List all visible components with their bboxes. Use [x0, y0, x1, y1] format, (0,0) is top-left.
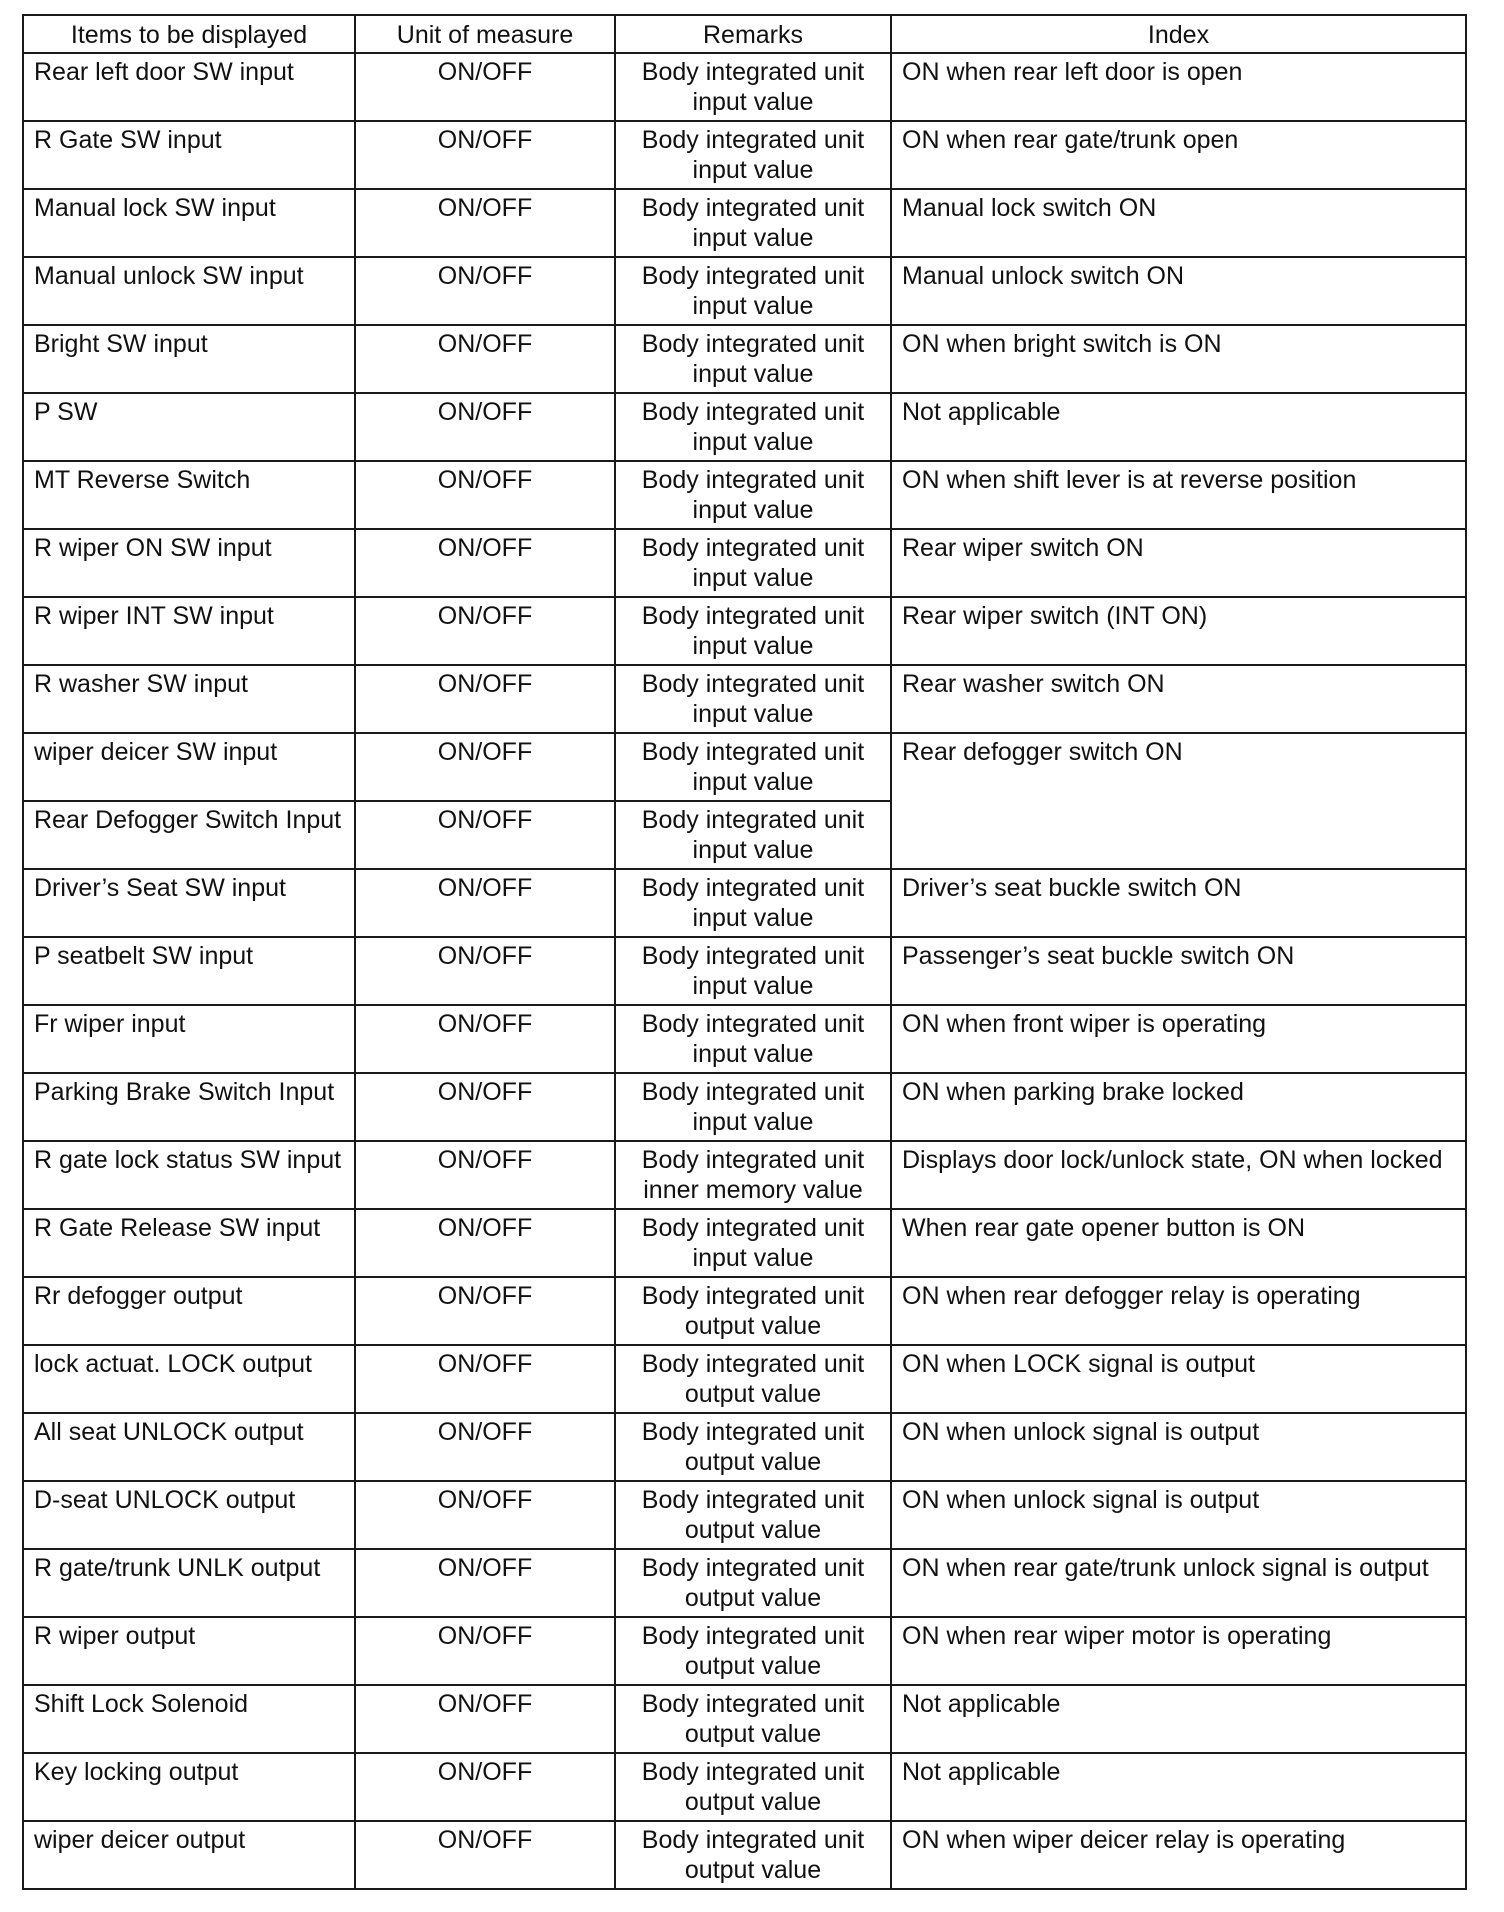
- table-row: [23, 733, 1466, 801]
- cell-remarks: [615, 461, 891, 529]
- table-row: [23, 1073, 1466, 1141]
- cell-remarks: [615, 1413, 891, 1481]
- remark-line: inner memory value: [643, 1176, 863, 1204]
- cell-item: R Gate Release SW input: [23, 1209, 355, 1277]
- cell-remarks: [615, 1685, 891, 1753]
- remark-line: Body integrated unit: [641, 1010, 865, 1038]
- cell-index: ON when front wiper is operating: [891, 1005, 1466, 1073]
- remark-line: output value: [684, 1720, 822, 1748]
- remark-line: input value: [692, 360, 814, 388]
- cell-unit: ON/OFF: [355, 937, 615, 1005]
- cell-index: ON when parking brake locked: [891, 1073, 1466, 1141]
- cell-unit: ON/OFF: [355, 461, 615, 529]
- header-row: [23, 15, 1466, 53]
- cell-item: Manual unlock SW input: [23, 257, 355, 325]
- cell-remarks: [615, 869, 891, 937]
- cell-remarks: [615, 665, 891, 733]
- cell-item: lock actuat. LOCK output: [23, 1345, 355, 1413]
- cell-unit: ON/OFF: [355, 1277, 615, 1345]
- remark-line: Body integrated unit: [641, 466, 865, 494]
- table-row: [23, 1549, 1466, 1617]
- cell-remarks: [615, 121, 891, 189]
- cell-remarks: [615, 1141, 891, 1209]
- cell-remarks: [615, 1345, 891, 1413]
- remark-line: Body integrated unit: [641, 126, 865, 154]
- cell-unit: ON/OFF: [355, 121, 615, 189]
- remark-line: input value: [692, 972, 814, 1000]
- cell-item: R gate lock status SW input: [23, 1141, 355, 1209]
- cell-index: Manual unlock switch ON: [891, 257, 1466, 325]
- remark-line: Body integrated unit: [641, 1418, 865, 1446]
- cell-item: R wiper INT SW input: [23, 597, 355, 665]
- remark-line: input value: [692, 1108, 814, 1136]
- remark-line: input value: [692, 496, 814, 524]
- remark-line: Body integrated unit: [641, 1146, 865, 1174]
- table-row: [23, 393, 1466, 461]
- cell-item: Shift Lock Solenoid: [23, 1685, 355, 1753]
- table-row: [23, 1481, 1466, 1549]
- cell-index: Rear defogger switch ON: [891, 733, 1466, 869]
- cell-item: Rear left door SW input: [23, 53, 355, 121]
- table-row: [23, 1413, 1466, 1481]
- remark-line: input value: [692, 836, 814, 864]
- table-row: [23, 325, 1466, 393]
- remark-line: input value: [692, 1244, 814, 1272]
- cell-remarks: [615, 189, 891, 257]
- table-row: [23, 1753, 1466, 1821]
- cell-remarks: [615, 257, 891, 325]
- cell-index: Not applicable: [891, 393, 1466, 461]
- remark-line: Body integrated unit: [641, 1078, 865, 1106]
- remark-line: input value: [692, 632, 814, 660]
- cell-unit: ON/OFF: [355, 53, 615, 121]
- table-row: [23, 257, 1466, 325]
- cell-unit: ON/OFF: [355, 1617, 615, 1685]
- cell-unit: ON/OFF: [355, 1821, 615, 1889]
- remark-line: output value: [684, 1652, 822, 1680]
- cell-index: ON when rear gate/trunk unlock signal is output: [891, 1549, 1466, 1617]
- cell-remarks: [615, 1821, 891, 1889]
- cell-index: Displays door lock/unlock state, ON when locked: [891, 1141, 1466, 1209]
- cell-index: Not applicable: [891, 1753, 1466, 1821]
- cell-index: ON when unlock signal is output: [891, 1481, 1466, 1549]
- table-row: [23, 1005, 1466, 1073]
- header-remarks: Remarks: [615, 15, 891, 53]
- table-row: [23, 665, 1466, 733]
- cell-unit: ON/OFF: [355, 529, 615, 597]
- cell-index: Rear wiper switch ON: [891, 529, 1466, 597]
- cell-index: Rear washer switch ON: [891, 665, 1466, 733]
- table-row: [23, 937, 1466, 1005]
- cell-remarks: [615, 1617, 891, 1685]
- cell-index: ON when bright switch is ON: [891, 325, 1466, 393]
- cell-unit: ON/OFF: [355, 1073, 615, 1141]
- cell-unit: ON/OFF: [355, 189, 615, 257]
- table-row: [23, 1277, 1466, 1345]
- cell-remarks: [615, 1753, 891, 1821]
- cell-unit: ON/OFF: [355, 1209, 615, 1277]
- cell-unit: ON/OFF: [355, 1141, 615, 1209]
- table-row: [23, 869, 1466, 937]
- cell-unit: ON/OFF: [355, 597, 615, 665]
- cell-index: ON when unlock signal is output: [891, 1413, 1466, 1481]
- table-row: [23, 53, 1466, 121]
- data-table: [22, 14, 1467, 1890]
- table-row: [23, 529, 1466, 597]
- remark-line: Body integrated unit: [641, 1554, 865, 1582]
- cell-unit: ON/OFF: [355, 801, 615, 869]
- remark-line: output value: [684, 1448, 822, 1476]
- remark-line: Body integrated unit: [641, 670, 865, 698]
- cell-unit: ON/OFF: [355, 1685, 615, 1753]
- cell-remarks: [615, 53, 891, 121]
- cell-remarks: [615, 1481, 891, 1549]
- cell-remarks: [615, 937, 891, 1005]
- table-row: [23, 461, 1466, 529]
- cell-unit: ON/OFF: [355, 1753, 615, 1821]
- remark-line: Body integrated unit: [641, 1826, 865, 1854]
- cell-index: Driver’s seat buckle switch ON: [891, 869, 1466, 937]
- remark-line: Body integrated unit: [641, 262, 865, 290]
- cell-item: Key locking output: [23, 1753, 355, 1821]
- cell-remarks: [615, 597, 891, 665]
- cell-index: Passenger’s seat buckle switch ON: [891, 937, 1466, 1005]
- remark-line: input value: [692, 904, 814, 932]
- cell-unit: ON/OFF: [355, 325, 615, 393]
- cell-index: ON when rear wiper motor is operating: [891, 1617, 1466, 1685]
- remark-line: Body integrated unit: [641, 1622, 865, 1650]
- table-row: [23, 597, 1466, 665]
- remark-line: input value: [692, 700, 814, 728]
- remark-line: output value: [684, 1584, 822, 1612]
- cell-remarks: [615, 1073, 891, 1141]
- header-unit: Unit of measure: [355, 15, 615, 53]
- cell-index: Not applicable: [891, 1685, 1466, 1753]
- cell-item: D-seat UNLOCK output: [23, 1481, 355, 1549]
- cell-item: wiper deicer output: [23, 1821, 355, 1889]
- cell-remarks: [615, 1277, 891, 1345]
- header-items: Items to be displayed: [23, 15, 355, 53]
- remark-line: Body integrated unit: [641, 1486, 865, 1514]
- table-row: [23, 1617, 1466, 1685]
- cell-item: R washer SW input: [23, 665, 355, 733]
- cell-item: P SW: [23, 393, 355, 461]
- cell-index: ON when shift lever is at reverse position: [891, 461, 1466, 529]
- cell-index: ON when rear gate/trunk open: [891, 121, 1466, 189]
- table-row: [23, 1141, 1466, 1209]
- remark-line: Body integrated unit: [641, 874, 865, 902]
- cell-remarks: [615, 1209, 891, 1277]
- remark-line: Body integrated unit: [641, 942, 865, 970]
- remark-line: Body integrated unit: [641, 194, 865, 222]
- cell-unit: ON/OFF: [355, 869, 615, 937]
- cell-item: Parking Brake Switch Input: [23, 1073, 355, 1141]
- cell-unit: ON/OFF: [355, 1345, 615, 1413]
- table-row: [23, 1821, 1466, 1889]
- remark-line: output value: [684, 1788, 822, 1816]
- remark-line: output value: [684, 1380, 822, 1408]
- cell-index: Manual lock switch ON: [891, 189, 1466, 257]
- remark-line: Body integrated unit: [641, 1758, 865, 1786]
- remark-line: input value: [692, 564, 814, 592]
- table-row: [23, 1209, 1466, 1277]
- remark-line: Body integrated unit: [641, 534, 865, 562]
- cell-remarks: [615, 529, 891, 597]
- cell-item: MT Reverse Switch: [23, 461, 355, 529]
- table-row: [23, 189, 1466, 257]
- remark-line: Body integrated unit: [641, 1282, 865, 1310]
- cell-item: Driver’s Seat SW input: [23, 869, 355, 937]
- remark-line: Body integrated unit: [641, 1690, 865, 1718]
- remark-line: input value: [692, 292, 814, 320]
- remark-line: input value: [692, 1040, 814, 1068]
- table-row: [23, 121, 1466, 189]
- cell-item: R gate/trunk UNLK output: [23, 1549, 355, 1617]
- cell-item: P seatbelt SW input: [23, 937, 355, 1005]
- cell-item: Rr defogger output: [23, 1277, 355, 1345]
- cell-index: ON when rear left door is open: [891, 53, 1466, 121]
- cell-item: All seat UNLOCK output: [23, 1413, 355, 1481]
- cell-remarks: [615, 733, 891, 801]
- cell-item: Manual lock SW input: [23, 189, 355, 257]
- remark-line: output value: [684, 1312, 822, 1340]
- cell-unit: ON/OFF: [355, 257, 615, 325]
- remark-line: input value: [692, 156, 814, 184]
- cell-unit: ON/OFF: [355, 1005, 615, 1073]
- remark-line: input value: [692, 768, 814, 796]
- cell-remarks: [615, 393, 891, 461]
- remark-line: Body integrated unit: [641, 738, 865, 766]
- remark-line: input value: [692, 224, 814, 252]
- cell-item: R Gate SW input: [23, 121, 355, 189]
- remark-line: output value: [684, 1516, 822, 1544]
- cell-item: Fr wiper input: [23, 1005, 355, 1073]
- cell-item: R wiper ON SW input: [23, 529, 355, 597]
- remark-line: Body integrated unit: [641, 1214, 865, 1242]
- remark-line: Body integrated unit: [641, 806, 865, 834]
- cell-remarks: [615, 801, 891, 869]
- cell-item: wiper deicer SW input: [23, 733, 355, 801]
- table-row: [23, 1345, 1466, 1413]
- cell-unit: ON/OFF: [355, 733, 615, 801]
- remark-line: input value: [692, 428, 814, 456]
- cell-unit: ON/OFF: [355, 1413, 615, 1481]
- cell-unit: ON/OFF: [355, 1549, 615, 1617]
- remark-line: Body integrated unit: [641, 58, 865, 86]
- cell-item: Rear Defogger Switch Input: [23, 801, 355, 869]
- cell-remarks: [615, 1549, 891, 1617]
- remark-line: Body integrated unit: [641, 602, 865, 630]
- cell-index: ON when rear defogger relay is operating: [891, 1277, 1466, 1345]
- cell-unit: ON/OFF: [355, 665, 615, 733]
- remark-line: Body integrated unit: [641, 330, 865, 358]
- cell-index: When rear gate opener button is ON: [891, 1209, 1466, 1277]
- remark-line: input value: [692, 88, 814, 116]
- cell-index: ON when LOCK signal is output: [891, 1345, 1466, 1413]
- cell-item: R wiper output: [23, 1617, 355, 1685]
- cell-unit: ON/OFF: [355, 393, 615, 461]
- cell-item: Bright SW input: [23, 325, 355, 393]
- remark-line: output value: [684, 1856, 822, 1884]
- cell-index: ON when wiper deicer relay is operating: [891, 1821, 1466, 1889]
- cell-unit: ON/OFF: [355, 1481, 615, 1549]
- table-body: [23, 53, 1466, 1889]
- header-index: Index: [891, 15, 1466, 53]
- cell-remarks: [615, 1005, 891, 1073]
- remark-line: Body integrated unit: [641, 1350, 865, 1378]
- cell-remarks: [615, 325, 891, 393]
- table-row: [23, 1685, 1466, 1753]
- remark-line: Body integrated unit: [641, 398, 865, 426]
- cell-index: Rear wiper switch (INT ON): [891, 597, 1466, 665]
